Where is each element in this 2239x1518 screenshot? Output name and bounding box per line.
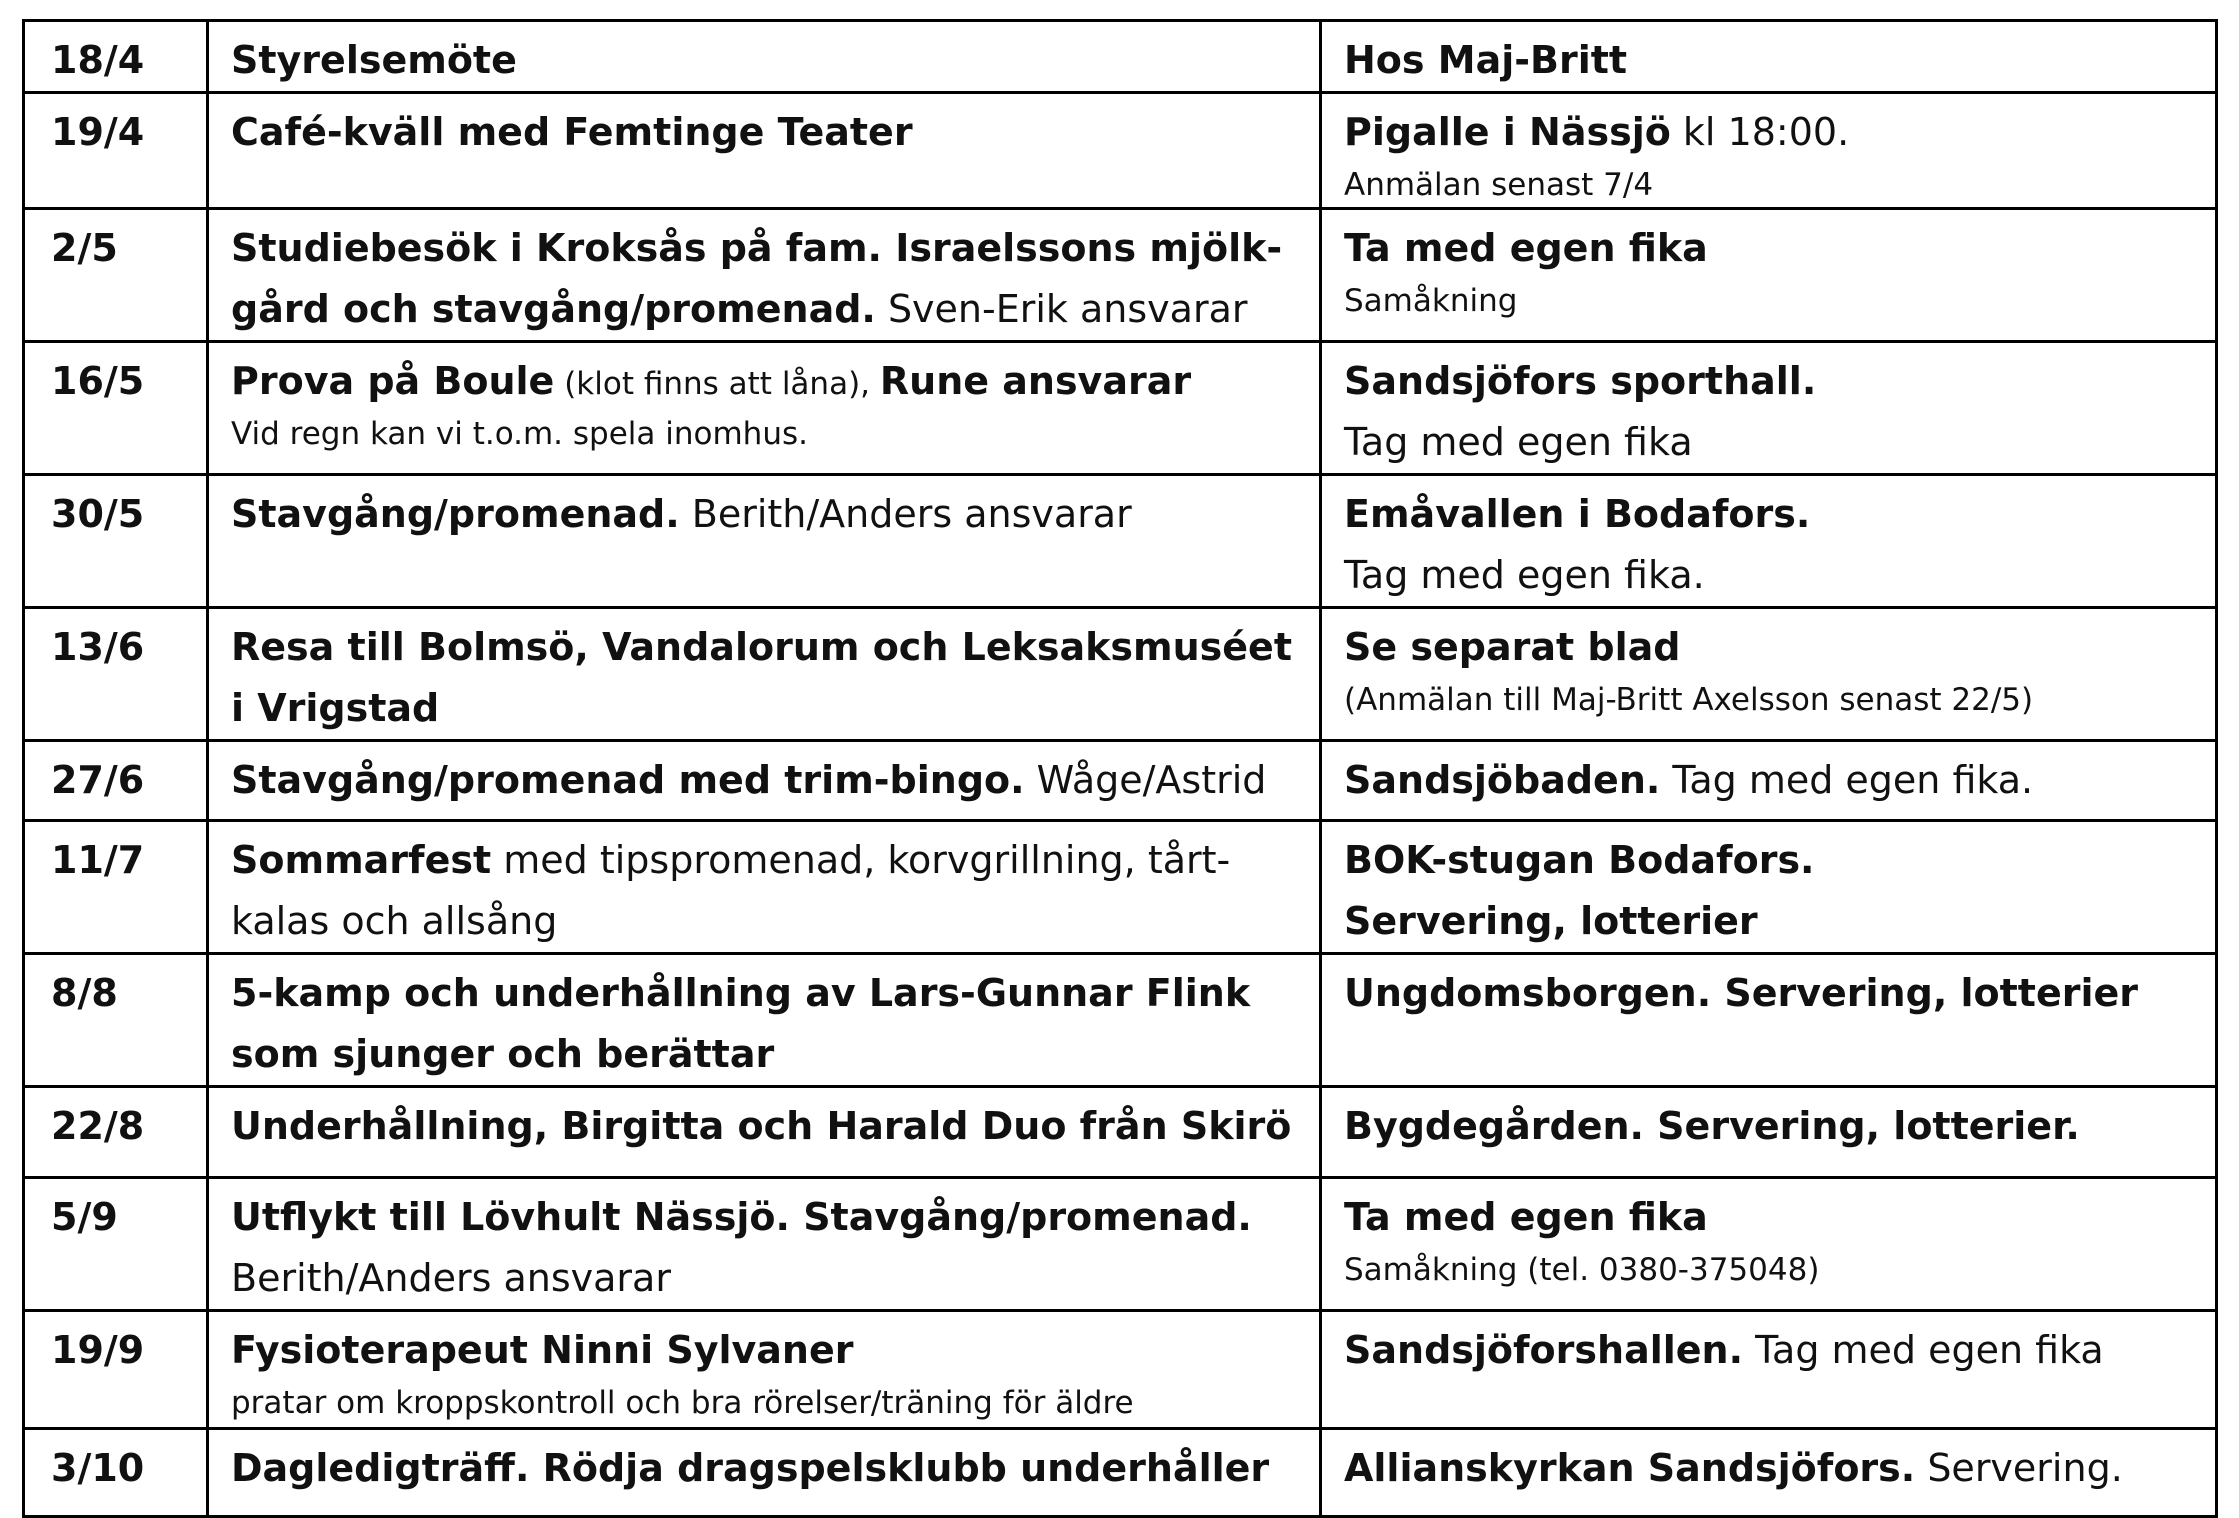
activity-text: Café-kväll med Femtinge Teater [231,110,913,154]
place-cell [1321,93,2217,209]
date-label: 5/9 [51,1195,118,1239]
place-text: BOK-stugan Bodafors. [1344,838,1815,882]
date-cell [24,741,208,821]
activity-text: pratar om kroppskontroll och bra rörelser/träning för äldre [231,1385,1134,1421]
place-text: Anmälan senast 7/4 [1344,167,1654,203]
date-cell [24,475,208,608]
place-text: Sandsjöforshallen. [1344,1328,1744,1372]
date-cell [24,1178,208,1311]
activity-text: Wåge/Astrid [1024,758,1267,802]
date-cell [24,342,208,475]
place-text: kl 18:00. [1670,110,1850,154]
date-label: 19/9 [51,1328,145,1372]
activity-text: Sommarfest [231,838,492,882]
place-cell [1321,1087,2217,1178]
date-label: 19/4 [51,110,145,154]
activity-text: Berith/Anders ansvarar [679,492,1132,536]
activity-text: Stavgång/promenad. [231,492,680,536]
place-text: Samåkning (tel. 0380-375048) [1344,1252,1820,1288]
schedule-row [24,93,2217,209]
activity-text: Sven-Erik ansvarar [875,287,1248,331]
activity-cell [208,342,1321,475]
date-label: 2/5 [51,226,118,270]
place-cell [1321,21,2217,93]
place-text: Sandsjöbaden. [1344,758,1661,802]
activity-cell [208,608,1321,741]
activity-cell [208,741,1321,821]
place-text: Tag med egen fika. [1344,553,1705,597]
place-text: Hos Maj-Britt [1344,38,1628,82]
schedule-row [24,1087,2217,1178]
date-cell [24,1311,208,1429]
date-label: 11/7 [51,838,145,882]
date-label: 13/6 [51,625,145,669]
activity-text: Studiebesök i Kroksås på fam. Israelssons mjölk-gård och stavgång/promenad. [231,226,1283,331]
schedule-row [24,342,2217,475]
place-text: Tag med egen fika [1344,420,1693,464]
schedule-row [24,954,2217,1087]
activity-text: Prova på Boule [231,359,555,403]
schedule-row [24,741,2217,821]
place-text: Servering, lotterier [1344,899,1758,943]
activity-text: 5-kamp och underhållning av Lars-Gunnar Flink som sjunger och berättar [231,971,1251,1076]
activity-text: Stavgång/promenad med trim-bingo. [231,758,1025,802]
place-cell [1321,209,2217,342]
date-cell [24,608,208,741]
activity-text: med tipspromenad, korvgrillning, tårt-kalas och allsång [231,838,1231,943]
activity-cell [208,1178,1321,1311]
activity-text: Styrelsemöte [231,38,517,82]
activity-text: (klot finns att låna), [554,366,880,402]
schedule-row [24,475,2217,608]
place-text: Tag med egen fika [1743,1328,2104,1372]
activity-cell [208,1311,1321,1429]
date-cell [24,93,208,209]
schedule-row [24,821,2217,954]
place-text: Bygdegården. Servering, lotterier. [1344,1104,2080,1148]
place-text: (Anmälan till Maj-Britt Axelsson senast 22/5) [1344,682,2034,718]
date-cell [24,821,208,954]
activity-text: Dagledigträff. Rödja dragspelsklubb underhåller [231,1446,1270,1490]
place-text: Ungdomsborgen. Servering, lotterier [1344,971,2138,1015]
activity-cell [208,475,1321,608]
place-text: Se separat blad [1344,625,1681,669]
place-cell [1321,741,2217,821]
date-label: 22/8 [51,1104,145,1148]
place-text: Tag med egen fika. [1660,758,2034,802]
activity-cell [208,1087,1321,1178]
schedule-row [24,608,2217,741]
place-text: Allianskyrkan Sandsjöfors. [1344,1446,1916,1490]
date-label: 3/10 [51,1446,145,1490]
place-cell [1321,821,2217,954]
place-cell [1321,342,2217,475]
place-text: Sandsjöfors sporthall. [1344,359,1817,403]
place-cell [1321,1311,2217,1429]
activity-cell [208,1429,1321,1517]
date-label: 16/5 [51,359,145,403]
schedule-row [24,1311,2217,1429]
place-text: Servering. [1915,1446,2123,1490]
activity-text: Rune ansvarar [879,359,1192,403]
date-label: 18/4 [51,38,145,82]
date-label: 30/5 [51,492,145,536]
activity-text: Fysioterapeut Ninni Sylvaner [231,1328,854,1372]
date-cell [24,21,208,93]
schedule-row [24,1178,2217,1311]
schedule-row [24,209,2217,342]
schedule-row [24,1429,2217,1517]
date-cell [24,1087,208,1178]
activity-text: Vid regn kan vi t.o.m. spela inomhus. [231,416,808,452]
activity-cell [208,21,1321,93]
date-cell [24,1429,208,1517]
place-cell [1321,954,2217,1087]
schedule-row [24,21,2217,93]
place-text: Emåvallen i Bodafors. [1344,492,1811,536]
schedule-table [22,19,2218,1518]
schedule-body [24,21,2217,1517]
date-cell [24,954,208,1087]
place-cell [1321,475,2217,608]
activity-cell [208,93,1321,209]
place-cell [1321,608,2217,741]
activity-text: Resa till Bolmsö, Vandalorum och Leksaksmuséet i Vrigstad [231,625,1292,730]
date-label: 8/8 [51,971,118,1015]
activity-text: Berith/Anders ansvarar [231,1256,671,1300]
place-text: Samåkning [1344,283,1518,319]
activity-cell [208,209,1321,342]
place-cell [1321,1178,2217,1311]
activity-cell [208,954,1321,1087]
activity-text: Utflykt till Lövhult Nässjö. Stavgång/promenad. [231,1195,1252,1239]
place-text: Pigalle i Nässjö [1344,110,1671,154]
activity-text: Underhållning, Birgitta och Harald Duo från Skirö [231,1104,1292,1148]
place-text: Ta med egen fika [1344,1195,1708,1239]
activity-cell [208,821,1321,954]
place-text: Ta med egen fika [1344,226,1708,270]
place-cell [1321,1429,2217,1517]
date-cell [24,209,208,342]
date-label: 27/6 [51,758,145,802]
